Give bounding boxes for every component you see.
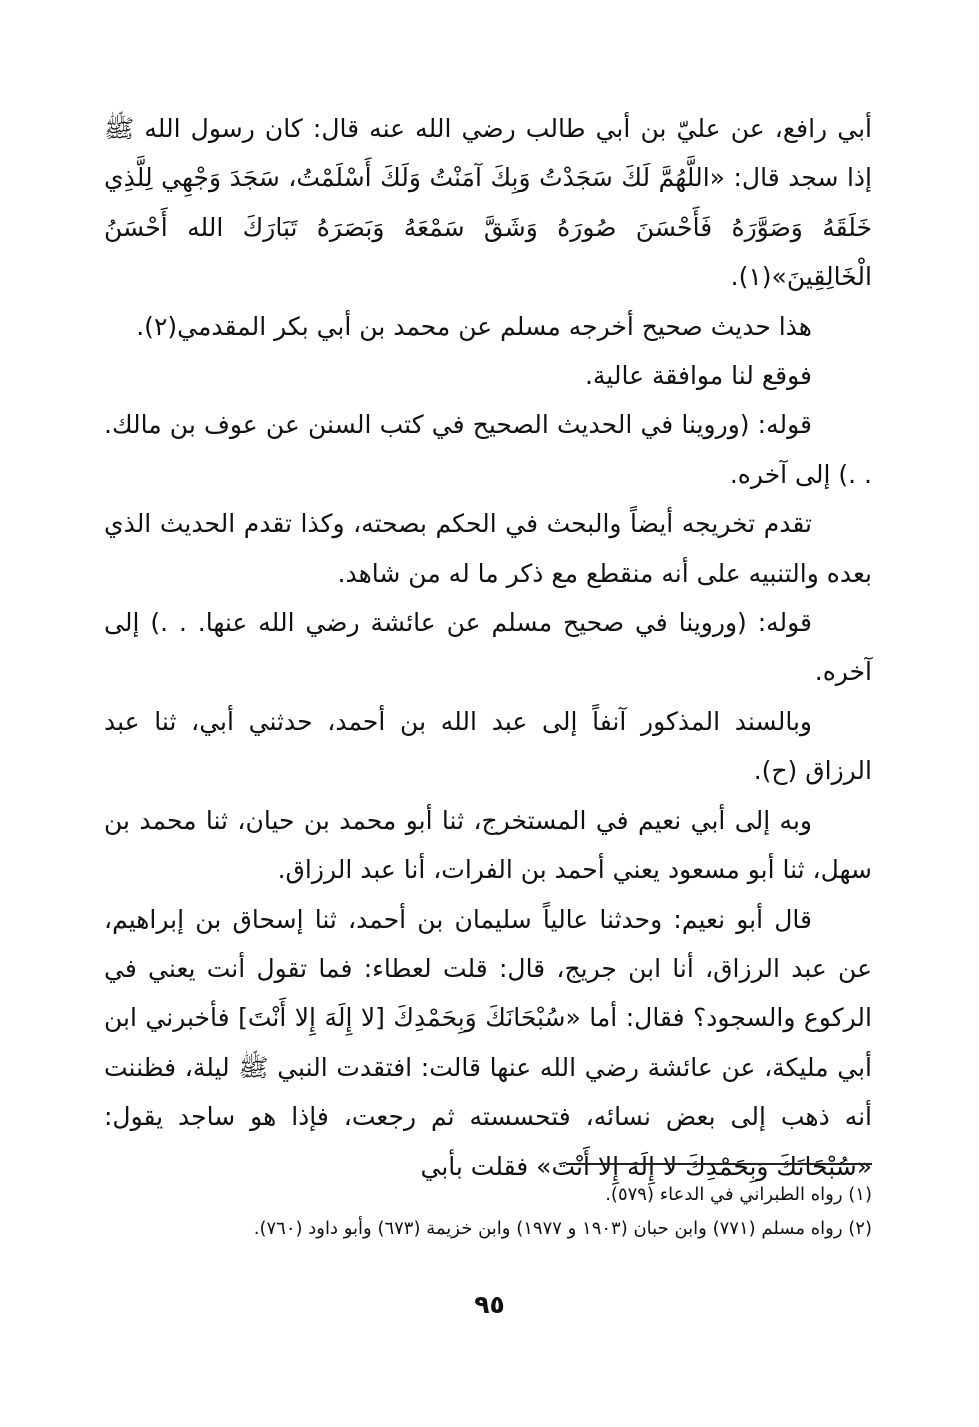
page-number: ٩٥ xyxy=(474,1290,505,1319)
paragraph-hadith-grading: هذا حديث صحيح أخرجه مسلم عن محمد بن أبي بكر المقدمي(٢). xyxy=(136,311,812,341)
paragraph-quote-aisha: قوله: (وروينا في صحيح مسلم عن عائشة رضي الله عنها. . .) إلى آخره. xyxy=(104,608,872,687)
footnote-2: (٢) رواه مسلم (٧٧١) وابن حبان (١٩٠٣ و ١٩٧٧) وابن خزيمة (٦٧٣) وأبو داود (٧٦٠). xyxy=(253,1218,872,1239)
paragraph-quote-awf: قوله: (وروينا في الحديث الصحيح في كتب السنن عن عوف بن مالك. . .) إلى آخره. xyxy=(104,410,872,489)
footnote-1: (١) رواه الطبراني في الدعاء (٥٧٩). xyxy=(605,1184,872,1205)
paragraph-previous-takhrij: تقدم تخريجه أيضاً والبحث في الحكم بصحته، وكذا تقدم الحديث الذي بعده والتنبيه على أنه منقطع مع ذكر ما له من شاهد. xyxy=(104,509,872,588)
paragraph-isnad-abu-nuaym: وبه إلى أبي نعيم في المستخرج، ثنا أبو محمد بن حيان، ثنا محمد بن سهل، ثنا أبو مسعود يعني أحمد بن الفرات، أنا عبد الرزاق. xyxy=(104,805,872,885)
footnote-divider xyxy=(566,1163,872,1165)
paragraph-isnad-abdullah: وبالسند المذكور آنفاً إلى عبد الله بن أحمد، حدثني أبي، ثنا عبد الرزاق (ح). xyxy=(104,706,872,786)
paragraph-high-agreement: فوقع لنا موافقة عالية. xyxy=(584,361,812,391)
paragraph-aisha-narration: قال أبو نعيم: وحدثنا عالياً سليمان بن أحمد، ثنا إسحاق بن إبراهيم، عن عبد الرزاق، أنا ابن جريج، قال: قلت لعطاء: فما تقول أنت يعني في الركوع والسجود؟ فقال: أما «سُبْحَانَكَ وَبِحَمْدِكَ [لا إِلَهَ إِلا أَنْتَ] فأخبرني ابن أبي مليكة، عن عائشة رضي الله عنها قالت: افتقدت النبي ﷺ ليلة، فظننت أنه ذهب إلى بعض نسائه، فتحسسته ثم رجعت، فإذا هو ساجد يقول: «سُبْحَانَكَ وَبِحَمْدِكَ لا إِلَهَ إِلا أَنْتَ» فقلت بأبي xyxy=(104,904,872,1181)
paragraph-hadith-continuation: أبي رافع، عن عليّ بن أبي طالب رضي الله عنه قال: كان رسول الله ﷺ إذا سجد قال: «اللَّهُمَّ لَكَ سَجَدْتُ وَبِكَ آمَنْتُ وَلَكَ أَسْلَمْتُ، سَجَدَ وَجْهِي لِلَّذِي خَلَقَهُ وَصَوَّرَهُ فَأَحْسَنَ صُورَهُ وَشَقَّ سَمْعَهُ وَبَصَرَهُ تَبَارَكَ الله أَحْسَنُ الْخَالِقِينَ»(١). xyxy=(104,114,872,292)
footnotes xyxy=(104,1178,872,1246)
main-text xyxy=(104,104,872,1191)
